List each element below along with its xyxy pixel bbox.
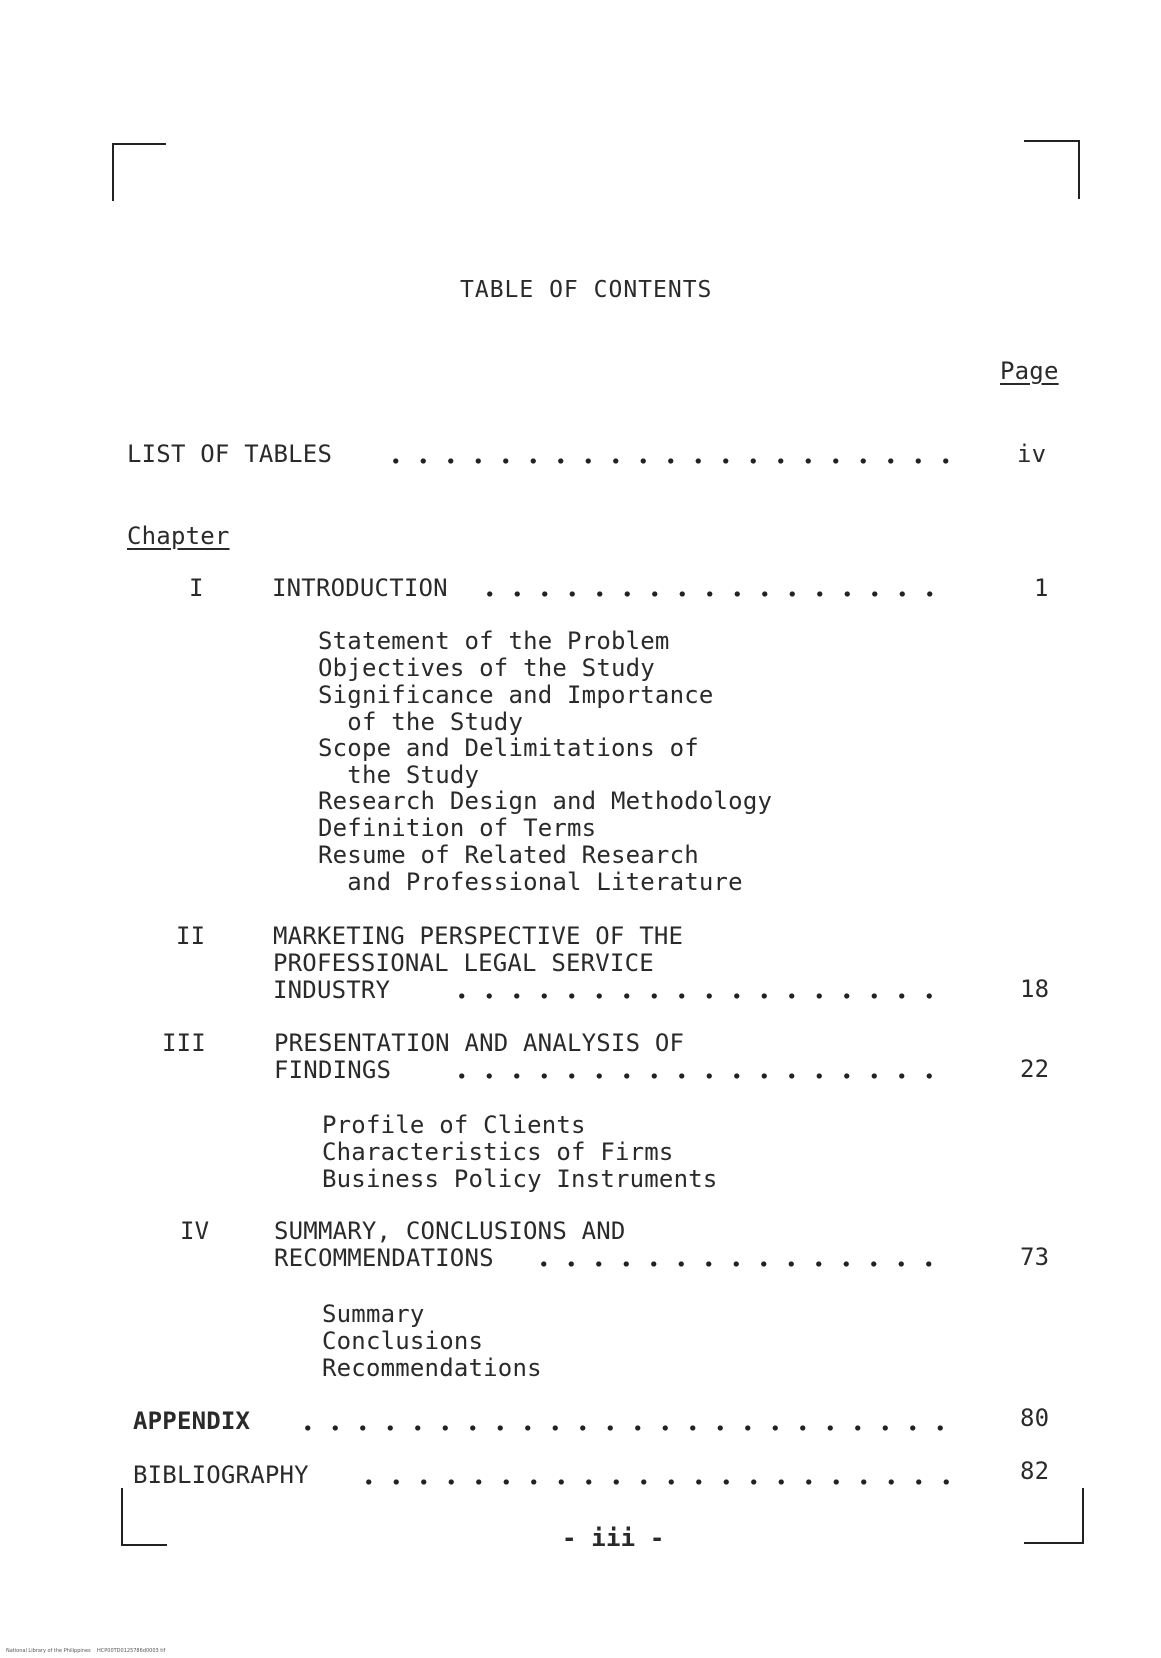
- chapter-page: 1: [1034, 574, 1049, 602]
- subsection-line: Summary: [322, 1300, 425, 1328]
- chapter-title-line: SUMMARY, CONCLUSIONS AND: [274, 1217, 626, 1245]
- subsection-line: Conclusions: [322, 1327, 484, 1355]
- bibliography-label: BIBLIOGRAPHY: [133, 1461, 309, 1489]
- list-of-tables-label: LIST OF TABLES: [127, 440, 333, 468]
- chapter-number: III: [162, 1029, 206, 1057]
- corner-mark-top-right: [1024, 140, 1080, 199]
- page-title: TABLE OF CONTENTS: [460, 277, 713, 303]
- subsection-line: Characteristics of Firms: [322, 1138, 674, 1166]
- chapter-title-line: FINDINGS: [274, 1056, 392, 1084]
- corner-mark-bottom-left: [121, 1488, 167, 1546]
- chapter-page: 22: [1020, 1055, 1050, 1083]
- chapter-number: II: [176, 922, 206, 950]
- dot-leader: [294, 1423, 952, 1433]
- dot-leader: [448, 991, 952, 1001]
- subsection-line: Profile of Clients: [322, 1111, 586, 1139]
- appendix-label: APPENDIX: [133, 1407, 251, 1435]
- subsection-line: Statement of the Problem: [318, 627, 670, 655]
- footer-note: National Library of the Philippines HCP00TD0125786d0003 tif: [6, 1648, 166, 1654]
- bibliography-page: 82: [1020, 1457, 1050, 1485]
- page-column-header: Page: [1000, 357, 1059, 385]
- subsection-line: Resume of Related Research: [318, 841, 699, 869]
- corner-mark-bottom-right: [1024, 1488, 1084, 1544]
- dot-leader: [355, 1477, 952, 1487]
- chapter-title-line: RECOMMENDATIONS: [274, 1244, 494, 1272]
- subsection-line: Research Design and Methodology: [318, 787, 773, 815]
- chapter-page: 73: [1020, 1243, 1050, 1271]
- subsection-line: of the Study: [318, 708, 524, 736]
- dot-leader: [530, 1259, 952, 1269]
- chapter-heading: Chapter: [127, 522, 230, 550]
- page-number: - iii -: [562, 1524, 665, 1552]
- subsection-line: Objectives of the Study: [318, 654, 655, 682]
- chapter-title-line: INDUSTRY: [273, 976, 391, 1004]
- subsection-line: Business Policy Instruments: [322, 1165, 718, 1193]
- chapter-number: I: [189, 574, 204, 602]
- subsection-line: Scope and Delimitations of: [318, 734, 699, 762]
- chapter-title-line: PROFESSIONAL LEGAL SERVICE: [273, 949, 654, 977]
- corner-mark-top-left: [112, 143, 166, 201]
- appendix-page: 80: [1020, 1404, 1050, 1432]
- dot-leader: [476, 589, 952, 599]
- chapter-title-line: INTRODUCTION: [272, 574, 448, 602]
- subsection-line: Recommendations: [322, 1354, 542, 1382]
- chapter-number: IV: [180, 1217, 210, 1245]
- chapter-title-line: PRESENTATION AND ANALYSIS OF: [274, 1029, 685, 1057]
- list-of-tables-page: iv: [1017, 440, 1047, 468]
- dot-leader: [448, 1071, 952, 1081]
- subsection-line: and Professional Literature: [318, 868, 743, 896]
- subsection-line: Significance and Importance: [318, 681, 714, 709]
- chapter-title-line: MARKETING PERSPECTIVE OF THE: [273, 922, 684, 950]
- subsection-line: the Study: [318, 761, 480, 789]
- subsection-line: Definition of Terms: [318, 814, 597, 842]
- chapter-page: 18: [1020, 975, 1050, 1003]
- dot-leader: [382, 456, 952, 466]
